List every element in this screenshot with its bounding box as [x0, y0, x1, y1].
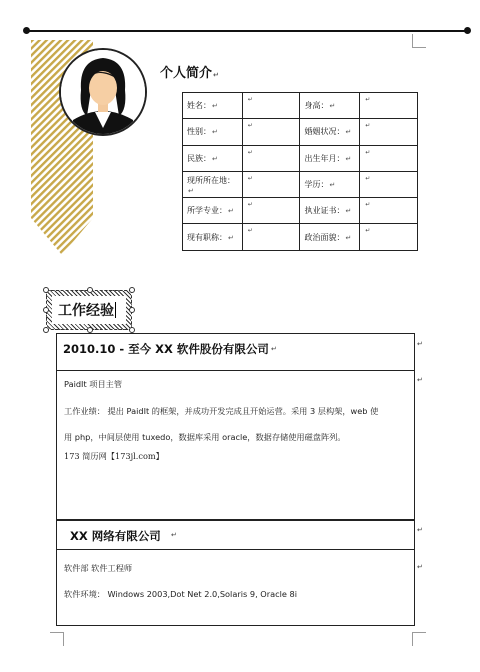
info-value-cell[interactable] — [242, 93, 300, 119]
resize-handle-tl[interactable] — [43, 287, 49, 293]
text-cursor — [115, 302, 116, 318]
job2-detail — [56, 549, 415, 626]
paragraph-mark-icon: ↵ — [228, 207, 234, 216]
info-label-cell — [183, 171, 243, 197]
resize-handle-l[interactable] — [43, 307, 49, 313]
job1-detail — [56, 370, 415, 520]
info-label: 婚姻状况： — [304, 127, 345, 137]
paragraph-mark-icon: ↵ — [188, 186, 194, 195]
paragraph-mark-icon: ↵ — [213, 71, 219, 79]
paragraph-mark-icon: ↵ — [171, 531, 177, 539]
info-label: 身高： — [304, 101, 329, 111]
crop-mark-bottom-right — [412, 632, 426, 646]
paragraph-mark-icon: ↵ — [212, 128, 218, 137]
rule-dot-left — [23, 27, 30, 34]
info-value-cell[interactable] — [242, 224, 300, 250]
paragraph-mark-icon: ↵ — [247, 227, 253, 235]
info-row — [183, 145, 418, 171]
paragraph-mark-icon: ↵ — [247, 122, 253, 130]
job1-description-line1: 工作业绩： 提出 PaidIt 的框架，并成功开发完成且开始运营。采用 3 层构架，web 使 — [64, 406, 379, 416]
info-label-cell — [300, 119, 360, 145]
info-value-cell[interactable] — [360, 198, 418, 224]
source-watermark-text: 173 简历网【173jl.com】 — [64, 451, 164, 461]
paragraph-mark-icon: ↵ — [247, 96, 253, 103]
info-label-cell — [183, 198, 243, 224]
info-value-cell[interactable] — [360, 145, 418, 171]
paragraph-mark-icon: ↵ — [345, 233, 352, 242]
info-label-cell — [300, 93, 360, 119]
info-value-cell[interactable] — [242, 145, 300, 171]
paragraph-mark-icon: ↵ — [365, 148, 371, 156]
crop-mark-bottom-left — [50, 632, 64, 646]
paragraph-mark-icon: ↵ — [228, 233, 234, 242]
info-row — [183, 171, 418, 197]
info-value-cell[interactable] — [242, 171, 300, 197]
personal-info-table — [182, 92, 418, 251]
cell-mark-icon: ↵ — [417, 340, 423, 348]
job1-heading-row — [56, 333, 415, 371]
job1-description-line2: 用 php，中间层使用 tuxedo，数据库采用 oracle，数据存储使用磁盘阵列。 — [64, 432, 346, 442]
info-label-cell — [183, 224, 243, 250]
resize-handle-tr[interactable] — [129, 287, 135, 293]
paragraph-mark-icon: ↵ — [212, 102, 218, 111]
paragraph-mark-icon: ↵ — [365, 174, 371, 182]
paragraph-mark-icon: ↵ — [365, 122, 371, 130]
info-label: 出生年月： — [304, 153, 345, 163]
info-label-cell — [300, 198, 360, 224]
job1-role: PaidIt 项目主管 — [64, 379, 123, 389]
paragraph-mark-icon: ↵ — [247, 148, 253, 156]
rule-dot-right — [464, 27, 471, 34]
info-label: 执业证书： — [304, 206, 345, 216]
info-label-cell — [183, 119, 243, 145]
info-row — [183, 93, 418, 119]
job2-environment: 软件环境： Windows 2003,Dot Net 2.0,Solaris 9, Oracle 8i — [64, 589, 298, 599]
paragraph-mark-icon: ↵ — [365, 227, 371, 235]
paragraph-mark-icon: ↵ — [345, 154, 352, 163]
job1-heading: 2010.10 - 至今 XX 软件股份有限公司 — [63, 342, 269, 356]
header-rule — [26, 30, 468, 32]
page-title — [160, 62, 219, 81]
paragraph-mark-icon: ↵ — [365, 96, 371, 103]
work-experience-title: 工作经验 — [58, 303, 114, 319]
info-value-cell[interactable] — [242, 198, 300, 224]
info-label-cell — [300, 145, 360, 171]
info-value-cell[interactable] — [242, 119, 300, 145]
info-label-cell — [300, 224, 360, 250]
info-row — [183, 224, 418, 250]
info-label: 学历： — [304, 180, 329, 190]
info-label-cell — [183, 145, 243, 171]
paragraph-mark-icon: ↵ — [247, 201, 253, 209]
info-value-cell[interactable] — [360, 171, 418, 197]
info-label: 政治面貌： — [304, 232, 345, 242]
info-row — [183, 119, 418, 145]
work-experience-title-frame[interactable] — [46, 290, 132, 330]
cell-mark-icon: ↵ — [417, 376, 423, 384]
info-label: 现有职称： — [187, 232, 227, 242]
crop-mark-top-right — [412, 34, 426, 48]
paragraph-mark-icon: ↵ — [329, 102, 336, 111]
paragraph-mark-icon: ↵ — [329, 181, 336, 190]
job2-heading: XX 网络有限公司 — [70, 529, 161, 543]
info-label: 姓名： — [187, 101, 211, 111]
info-label: 性别： — [187, 127, 211, 137]
job2-role: 软件部 软件工程师 — [64, 563, 133, 573]
resize-handle-r[interactable] — [129, 307, 135, 313]
info-label: 民族： — [187, 153, 211, 163]
info-row — [183, 198, 418, 224]
paragraph-mark-icon: ↵ — [345, 128, 352, 137]
resize-handle-bl[interactable] — [43, 327, 49, 333]
paragraph-mark-icon: ↵ — [247, 174, 253, 182]
info-label: 现所所在地： — [187, 175, 235, 185]
paragraph-mark-icon: ↵ — [345, 207, 352, 216]
info-label-cell — [183, 93, 243, 119]
paragraph-mark-icon: ↵ — [365, 201, 371, 209]
female-avatar-icon — [59, 48, 147, 136]
paragraph-mark-icon: ↵ — [212, 154, 218, 163]
resize-handle-t[interactable] — [87, 287, 93, 293]
info-label-cell — [300, 171, 360, 197]
info-value-cell[interactable] — [360, 224, 418, 250]
cell-mark-icon: ↵ — [417, 563, 423, 571]
info-label: 所学专业： — [187, 206, 227, 216]
paragraph-mark-icon: ↵ — [271, 345, 277, 353]
cell-mark-icon: ↵ — [417, 526, 423, 534]
job2-heading-row — [56, 520, 415, 550]
info-value-cell[interactable] — [360, 93, 418, 119]
page-title-text: 个人简介 — [160, 66, 213, 81]
info-value-cell[interactable] — [360, 119, 418, 145]
